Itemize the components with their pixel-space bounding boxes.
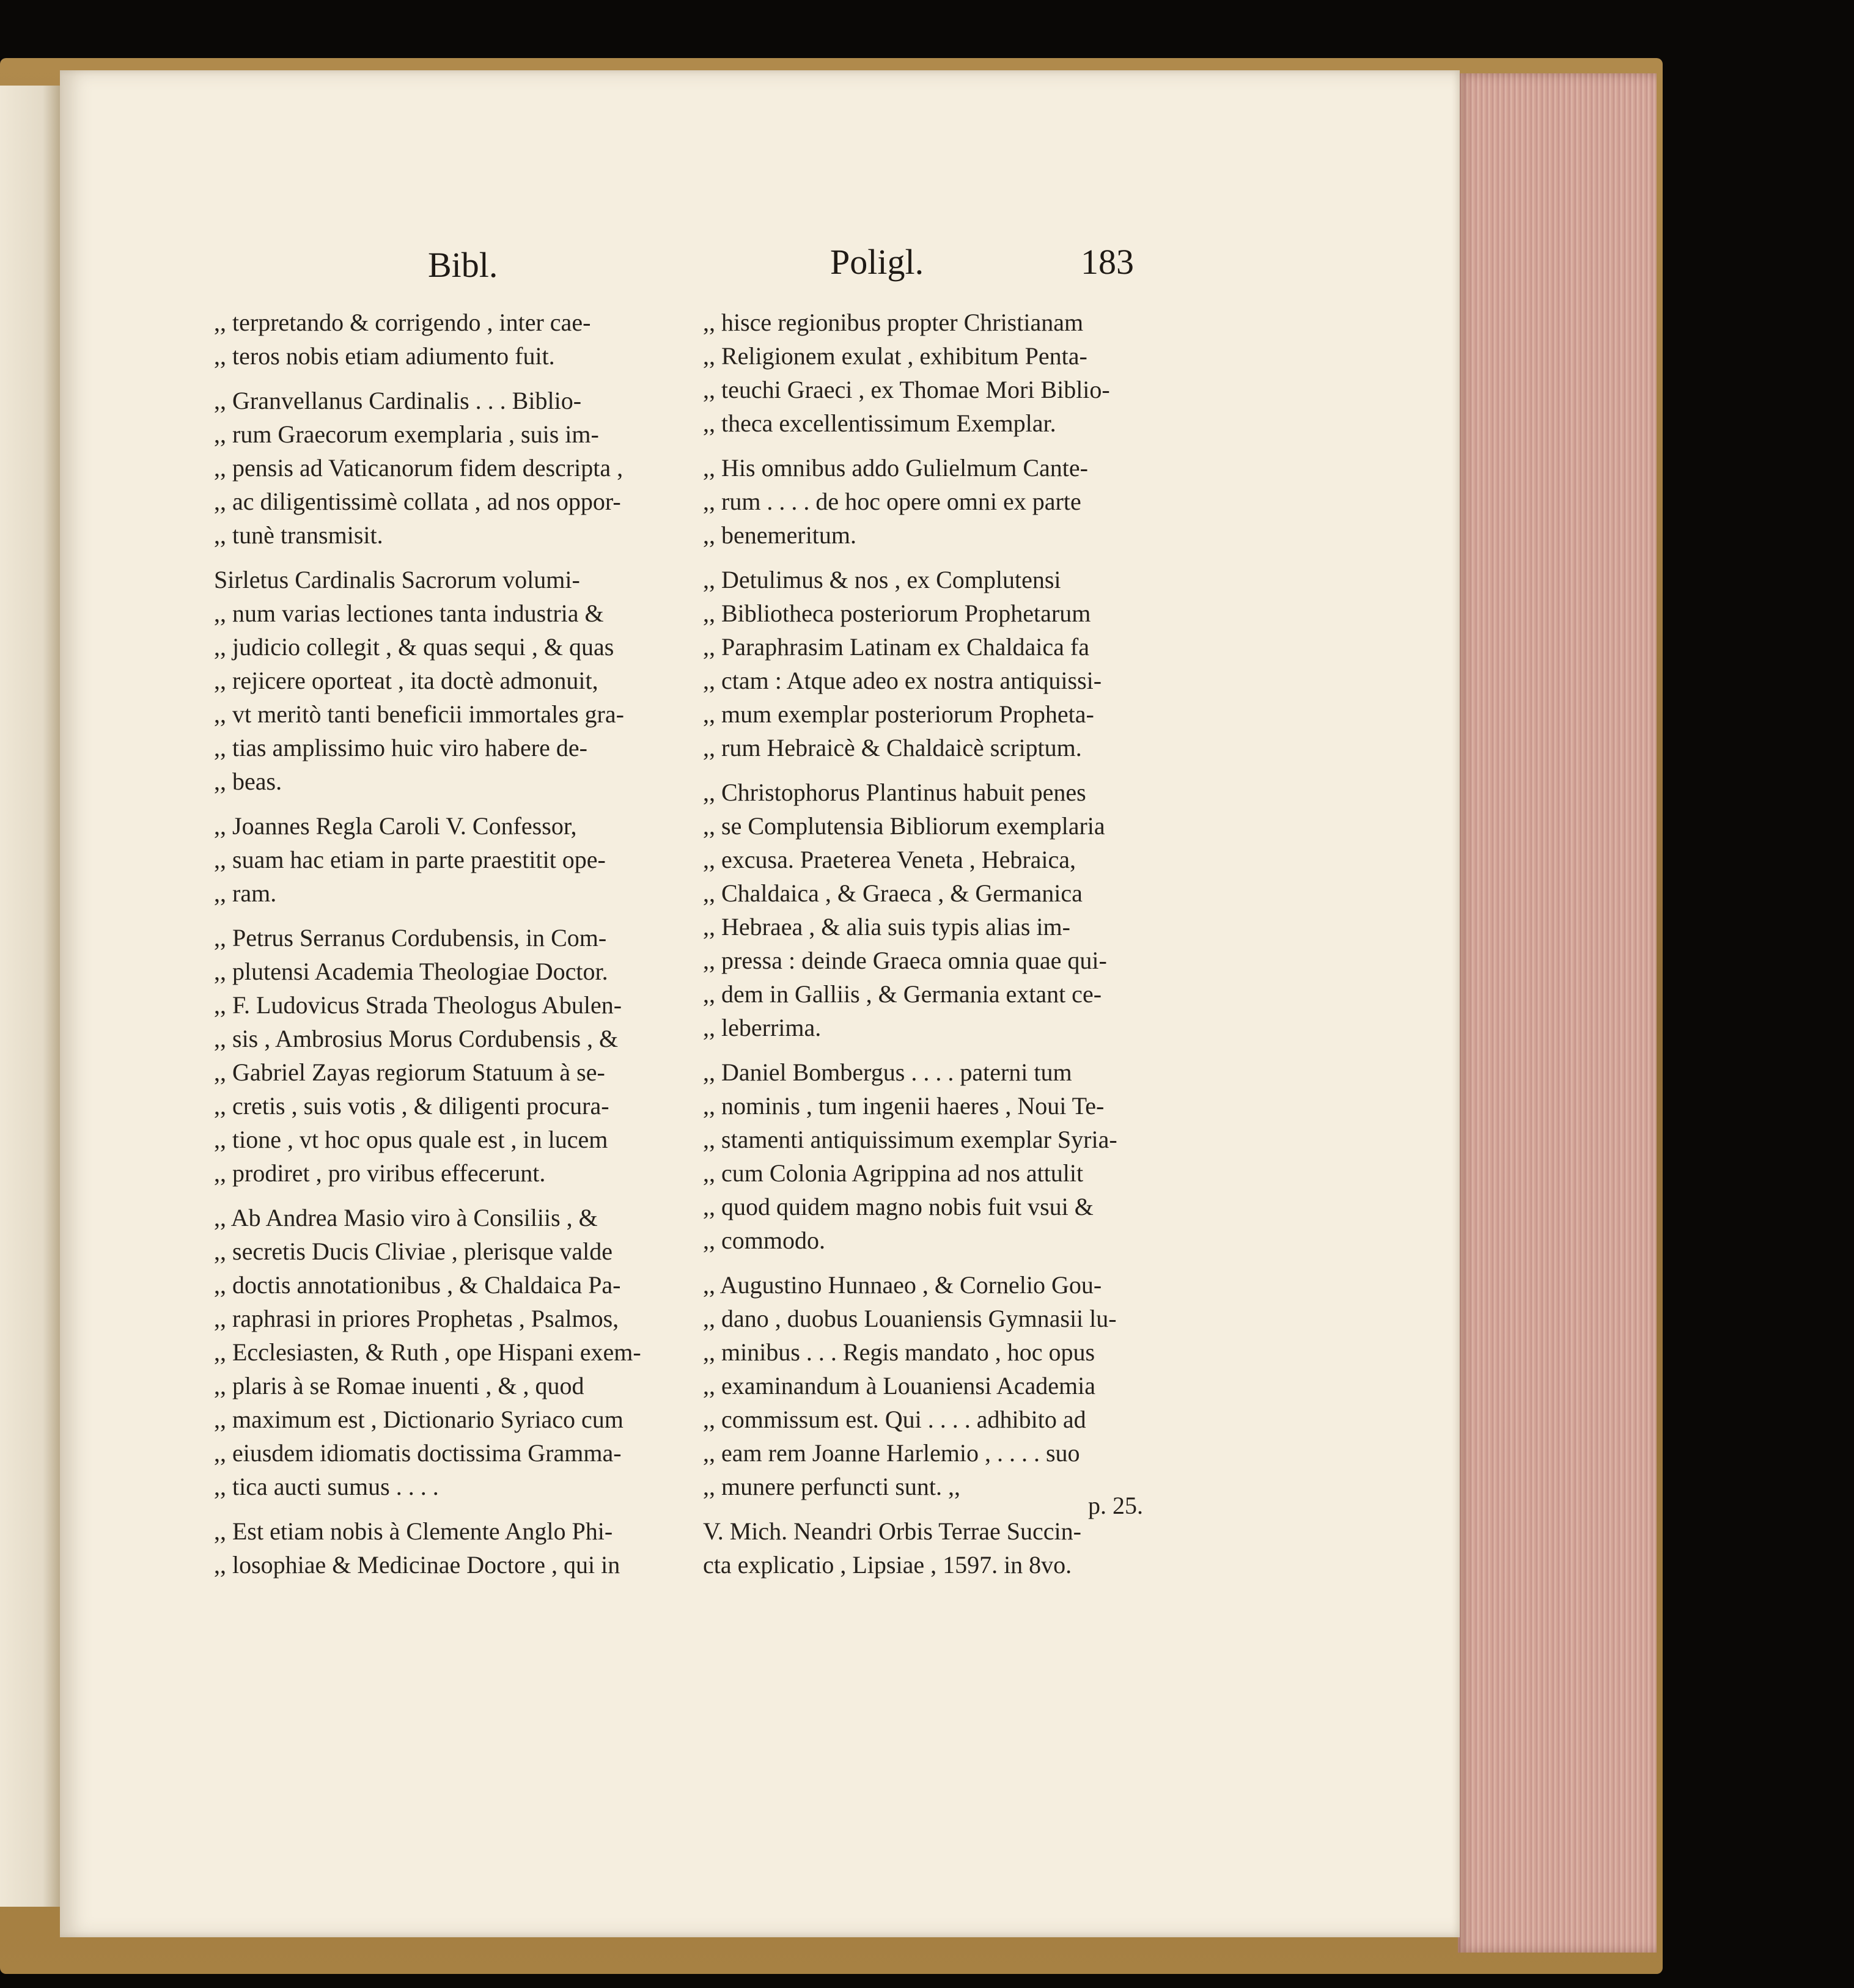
text-line: ,, Est etiam nobis à Clemente Anglo Phi- bbox=[214, 1517, 613, 1545]
paragraph bbox=[703, 1268, 1155, 1503]
text-line: V. Mich. Neandri Orbis Terrae Succin- bbox=[703, 1517, 1081, 1545]
text-line: ,, plutensi Academia Theologiae Doctor. bbox=[214, 958, 608, 985]
text-line: ,, Joannes Regla Caroli V. Confessor, bbox=[214, 812, 577, 840]
text-line: ,, eam rem Joanne Harlemio , . . . . suo bbox=[703, 1439, 1080, 1467]
text-line: ,, ram. bbox=[214, 879, 277, 907]
text-line: ,, vt meritò tanti beneficii immortales gra- bbox=[214, 700, 624, 728]
paragraph bbox=[703, 563, 1155, 765]
text-line: ,, rejicere oporteat , ita doctè admonuit, bbox=[214, 667, 598, 694]
text-line: ,, Bibliotheca posteriorum Prophetarum bbox=[703, 600, 1091, 627]
text-line: ,, tunè transmisit. bbox=[214, 521, 383, 549]
text-line: ,, judicio collegit , & quas sequi , & quas bbox=[214, 633, 614, 661]
text-line: ,, benemeritum. bbox=[703, 521, 857, 549]
text-line: ,, Gabriel Zayas regiorum Statuum à se- bbox=[214, 1058, 605, 1086]
text-line: ,, munere perfuncti sunt. ,, bbox=[703, 1473, 960, 1500]
text-line: ,, commissum est. Qui . . . . adhibito ad bbox=[703, 1406, 1086, 1433]
text-line: cta explicatio , Lipsiae , 1597. in 8vo. bbox=[703, 1551, 1072, 1579]
paragraph bbox=[703, 306, 1155, 440]
text-line: ,, tica aucti sumus . . . . bbox=[214, 1473, 439, 1500]
text-line: ,, cum Colonia Agrippina ad nos attulit bbox=[703, 1159, 1084, 1187]
text-line: ,, quod quidem magno nobis fuit vsui & bbox=[703, 1193, 1094, 1220]
text-line: ,, tias amplissimo huic viro habere de- bbox=[214, 734, 587, 761]
text-line: ,, plaris à se Romae inuenti , & , quod bbox=[214, 1372, 584, 1399]
right-text-column bbox=[703, 306, 1155, 1593]
text-line: ,, teuchi Graeci , ex Thomae Mori Biblio- bbox=[703, 376, 1110, 403]
text-line: ,, beas. bbox=[214, 768, 282, 795]
text-line: ,, theca excellentissimum Exemplar. bbox=[703, 409, 1056, 437]
paragraph bbox=[214, 384, 691, 552]
text-line: ,, dano , duobus Louaniensis Gymnasii lu- bbox=[703, 1305, 1117, 1332]
text-line: ,, eiusdem idiomatis doctissima Gramma- bbox=[214, 1439, 622, 1467]
text-line: ,, losophiae & Medicinae Doctore , qui in bbox=[214, 1551, 620, 1579]
text-line: ,, Augustino Hunnaeo , & Cornelio Gou- bbox=[703, 1271, 1102, 1299]
page-number: 183 bbox=[1081, 242, 1134, 282]
text-line: ,, ctam : Atque adeo ex nostra antiquissi- bbox=[703, 667, 1102, 694]
text-line: ,, F. Ludovicus Strada Theologus Abulen- bbox=[214, 991, 622, 1019]
text-line: ,, ac diligentissimè collata , ad nos oppor- bbox=[214, 488, 621, 515]
text-line: ,, mum exemplar posteriorum Propheta- bbox=[703, 700, 1094, 728]
text-line: ,, teros nobis etiam adiumento fuit. bbox=[214, 342, 555, 370]
text-line: ,, pensis ad Vaticanorum fidem descripta , bbox=[214, 454, 624, 482]
text-line: ,, rum Hebraicè & Chaldaicè scriptum. bbox=[703, 734, 1082, 761]
text-line: ,, Chaldaica , & Graeca , & Germanica bbox=[703, 879, 1083, 907]
text-line: ,, Petrus Serranus Cordubensis, in Com- bbox=[214, 924, 607, 952]
text-line: ,, maximum est , Dictionario Syriaco cum bbox=[214, 1406, 624, 1433]
facing-page-gutter bbox=[0, 86, 61, 1907]
paragraph bbox=[703, 451, 1155, 552]
text-line: ,, nominis , tum ingenii haeres , Noui Te- bbox=[703, 1092, 1105, 1120]
paragraph bbox=[214, 1514, 691, 1582]
text-line: ,, tione , vt hoc opus quale est , in lucem bbox=[214, 1126, 608, 1153]
paragraph bbox=[214, 563, 691, 798]
text-line: ,, Daniel Bombergus . . . . paterni tum bbox=[703, 1058, 1072, 1086]
text-line: ,, sis , Ambrosius Morus Cordubensis , & bbox=[214, 1025, 619, 1052]
text-line: ,, examinandum à Louaniensi Academia bbox=[703, 1372, 1096, 1399]
text-line: ,, Religionem exulat , exhibitum Penta- bbox=[703, 342, 1087, 370]
running-head-center: Poligl. bbox=[830, 242, 924, 282]
text-line: Sirletus Cardinalis Sacrorum volumi- bbox=[214, 566, 580, 593]
text-line: ,, rum Graecorum exemplaria , suis im- bbox=[214, 420, 599, 448]
text-line: ,, His omnibus addo Gulielmum Cante- bbox=[703, 454, 1088, 482]
text-line: ,, doctis annotationibus , & Chaldaica Pa- bbox=[214, 1271, 621, 1299]
running-head-left: Bibl. bbox=[428, 245, 498, 285]
text-line: ,, terpretando & corrigendo , inter cae- bbox=[214, 309, 591, 336]
text-line: ,, leberrima. bbox=[703, 1014, 822, 1041]
text-line: ,, Detulimus & nos , ex Complutensi bbox=[703, 566, 1061, 593]
text-line: ,, commodo. bbox=[703, 1227, 825, 1254]
text-line: ,, Paraphrasim Latinam ex Chaldaica fa bbox=[703, 633, 1089, 661]
text-line: ,, num varias lectiones tanta industria & bbox=[214, 600, 604, 627]
paragraph bbox=[703, 1055, 1155, 1257]
text-line: ,, Ab Andrea Masio viro à Consiliis , & bbox=[214, 1204, 598, 1231]
text-line: ,, cretis , suis votis , & diligenti procura- bbox=[214, 1092, 609, 1120]
text-line: ,, raphrasi in priores Prophetas , Psalmos, bbox=[214, 1305, 619, 1332]
text-line: ,, se Complutensia Bibliorum exemplaria bbox=[703, 812, 1105, 840]
text-line: ,, suam hac etiam in parte praestitit ope- bbox=[214, 846, 606, 873]
text-line: ,, dem in Galliis , & Germania extant ce- bbox=[703, 980, 1102, 1008]
text-line: ,, Hebraea , & alia suis typis alias im- bbox=[703, 913, 1070, 941]
left-text-column bbox=[214, 306, 691, 1593]
page-edges bbox=[1458, 73, 1657, 1953]
text-line: ,, Ecclesiasten, & Ruth , ope Hispani exem- bbox=[214, 1338, 641, 1366]
text-line: ,, prodiret , pro viribus effecerunt. bbox=[214, 1159, 546, 1187]
text-line: ,, Christophorus Plantinus habuit penes bbox=[703, 779, 1086, 806]
text-line: ,, hisce regionibus propter Christianam bbox=[703, 309, 1084, 336]
paragraph bbox=[703, 1514, 1155, 1582]
text-line: ,, pressa : deinde Graeca omnia quae qui- bbox=[703, 947, 1107, 974]
signature-mark: p. 25. bbox=[1088, 1492, 1143, 1519]
paragraph bbox=[214, 809, 691, 910]
text-line: ,, rum . . . . de hoc opere omni ex parte bbox=[703, 488, 1081, 515]
text-line: ,, minibus . . . Regis mandato , hoc opus bbox=[703, 1338, 1095, 1366]
text-line: ,, secretis Ducis Cliviae , plerisque valde bbox=[214, 1238, 613, 1265]
paragraph bbox=[214, 1201, 691, 1503]
text-line: ,, excusa. Praeterea Veneta , Hebraica, bbox=[703, 846, 1076, 873]
paragraph bbox=[703, 776, 1155, 1044]
text-line: ,, stamenti antiquissimum exemplar Syria- bbox=[703, 1126, 1117, 1153]
paragraph bbox=[214, 306, 691, 373]
text-line: ,, Granvellanus Cardinalis . . . Biblio- bbox=[214, 387, 582, 414]
paragraph bbox=[214, 921, 691, 1190]
